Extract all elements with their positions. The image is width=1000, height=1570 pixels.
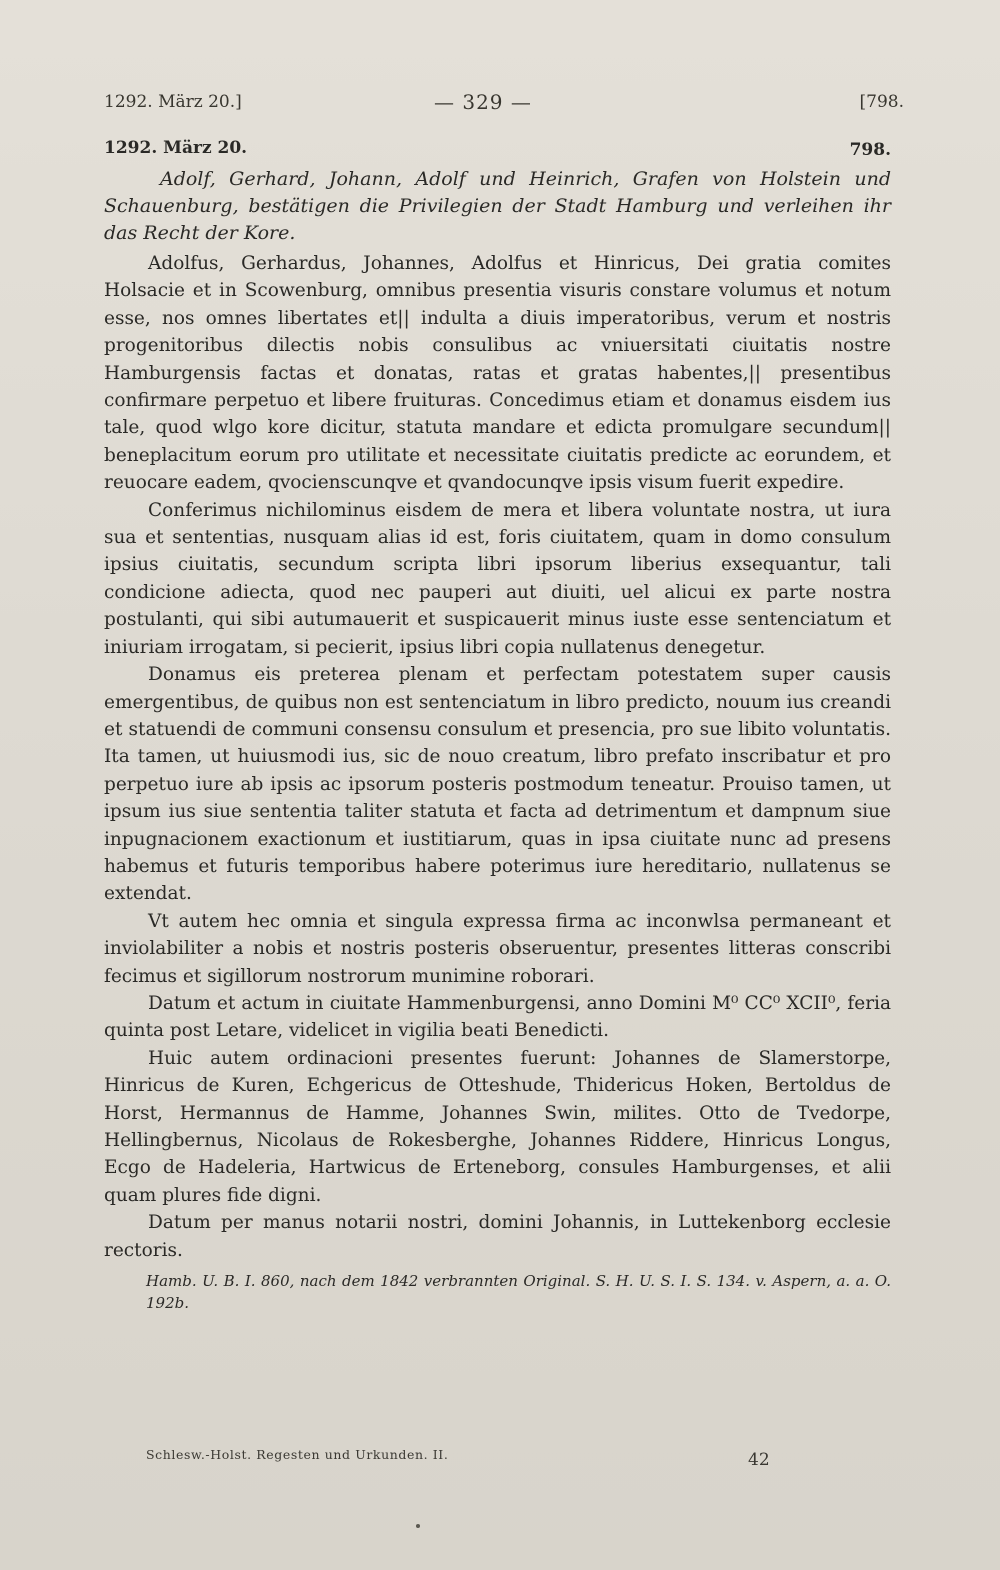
paragraph: Donamus eis preterea plenam et perfectam potestatem super causis emergentibus, de quibus non est sentenciatum in libro predicto, nouum ius creandi et statuendi de communi consensu consulum et presencia, pro sue libito voluntatis. Ita tamen, ut huiusmodi ius, sic de nouo creatum, libro prefato inscribatur et pro perpetuo iure ab ipsis ac ipsorum posteris postmodum teneatur. Prouiso tamen, ut ipsum ius siue sententia taliter statuta et facta ad detrimentum et dampnum siue inpugnacionem exactionum et iustitiarum, quas in ipsa ciuitate nunc ad presens habemus et futuris temporibus habere poterimus iure hereditario, nullatenus se extendat. — [104, 664, 891, 905]
paragraph: Adolfus, Gerhardus, Johannes, Adolfus et Hinricus, Dei gratia comites Holsacie et in Scowenburg, omnibus presentia visuris constare volumus et notum esse, nos omnes libertates et|| indulta a diuis imperatoribus, verum et nostris progenitoribus dilectis nobis consulibus ac vniuersitati ciuitatis nostre Hamburgensis factas et donatas, ratas et gratas habentes,|| presentibus confirmare perpetuo et libere fruituras. Concedimus etiam et donamus eisdem ius tale, quod wlgo kore dicitur, statuta mandare et edicta promulgare secundum|| beneplacitum eorum pro utilitate et necessitate ciuitatis predicte ac eorundem, et reuocare eadem, qvocienscunqve et qvandocunqve ipsis visum fuerit expedire. — [104, 253, 891, 494]
source-note: Hamb. U. B. I. 860, nach dem 1842 verbrannten Original. S. H. U. S. I. S. 134. v. Aspern, a. a. O. 192b. — [146, 1272, 891, 1312]
printer-dot — [416, 1524, 420, 1528]
paragraph: Datum per manus notarii nostri, domini Johannis, in Luttekenborg ecclesie rectoris. — [104, 1212, 891, 1261]
entry-number: 798. — [849, 140, 891, 160]
paragraph: Datum et actum in ciuitate Hammenburgensi, anno Domini M⁰ CC⁰ XCII⁰, feria quinta post Letare, videlicet in vigilia beati Benedicti. — [104, 992, 891, 1042]
running-head-date: 1292. März 20.] — [104, 92, 242, 112]
paragraph: Conferimus nichilominus eisdem de mera et libera voluntate nostra, ut iura sua et sententias, nusquam alias id est, foris ciuitatem, quam in domo consulum ipsius ciuitatis, secundum scripta libri ipsorum liberius exsequantur, tali condicione adiecta, quod nec pauperi aut diuiti, uel alicui ex parte nostra postulanti, qui sibi autumauerit et suspicauerit minus iuste esse sentenciatum et iniuriam irrogatam, si pecierit, ipsius libri copia nullatenus denegetur. — [104, 499, 891, 658]
footer-series-title: Schlesw.-Holst. Regesten und Urkunden. II. — [146, 1447, 449, 1462]
paragraph: Vt autem hec omnia et singula expressa firma ac inconwlsa permaneant et inviolabiliter a nobis et nostris posteris obseruentur, presentes litteras conscribi fecimus et sigillorum nostrorum munimine roborari. — [104, 910, 891, 987]
entry-summary: Adolf, Gerhard, Johann, Adolf und Heinrich, Grafen von Holstein und Schauenburg, bestätigen die Privilegien der Stadt Hamburg und verleihen ihr das Recht der Kore. — [104, 168, 891, 244]
footer-signature-number: 42 — [748, 1450, 770, 1470]
page-number: — 329 — — [434, 90, 532, 114]
running-head-entry-number: [798. — [859, 92, 904, 112]
running-head — [104, 92, 904, 116]
entry-date: 1292. März 20. — [104, 138, 248, 158]
entry-heading — [104, 138, 891, 162]
charter-text — [104, 250, 891, 1264]
paragraph: Huic autem ordinacioni presentes fuerunt: Johannes de Slamerstorpe, Hinricus de Kuren, Echgericus de Otteshude, Thidericus Hoken, Bertoldus de Horst, Hermannus de Hamme, Johannes Swin, milites. Otto de Tvedorpe, Hellingbernus, Nicolaus de Rokesberghe, Johannes Riddere, Hinricus Longus, Ecgo de Hadeleria, Hartwicus de Erteneborg, consules Hamburgenses, et alii quam plures fide digni. — [104, 1047, 891, 1206]
